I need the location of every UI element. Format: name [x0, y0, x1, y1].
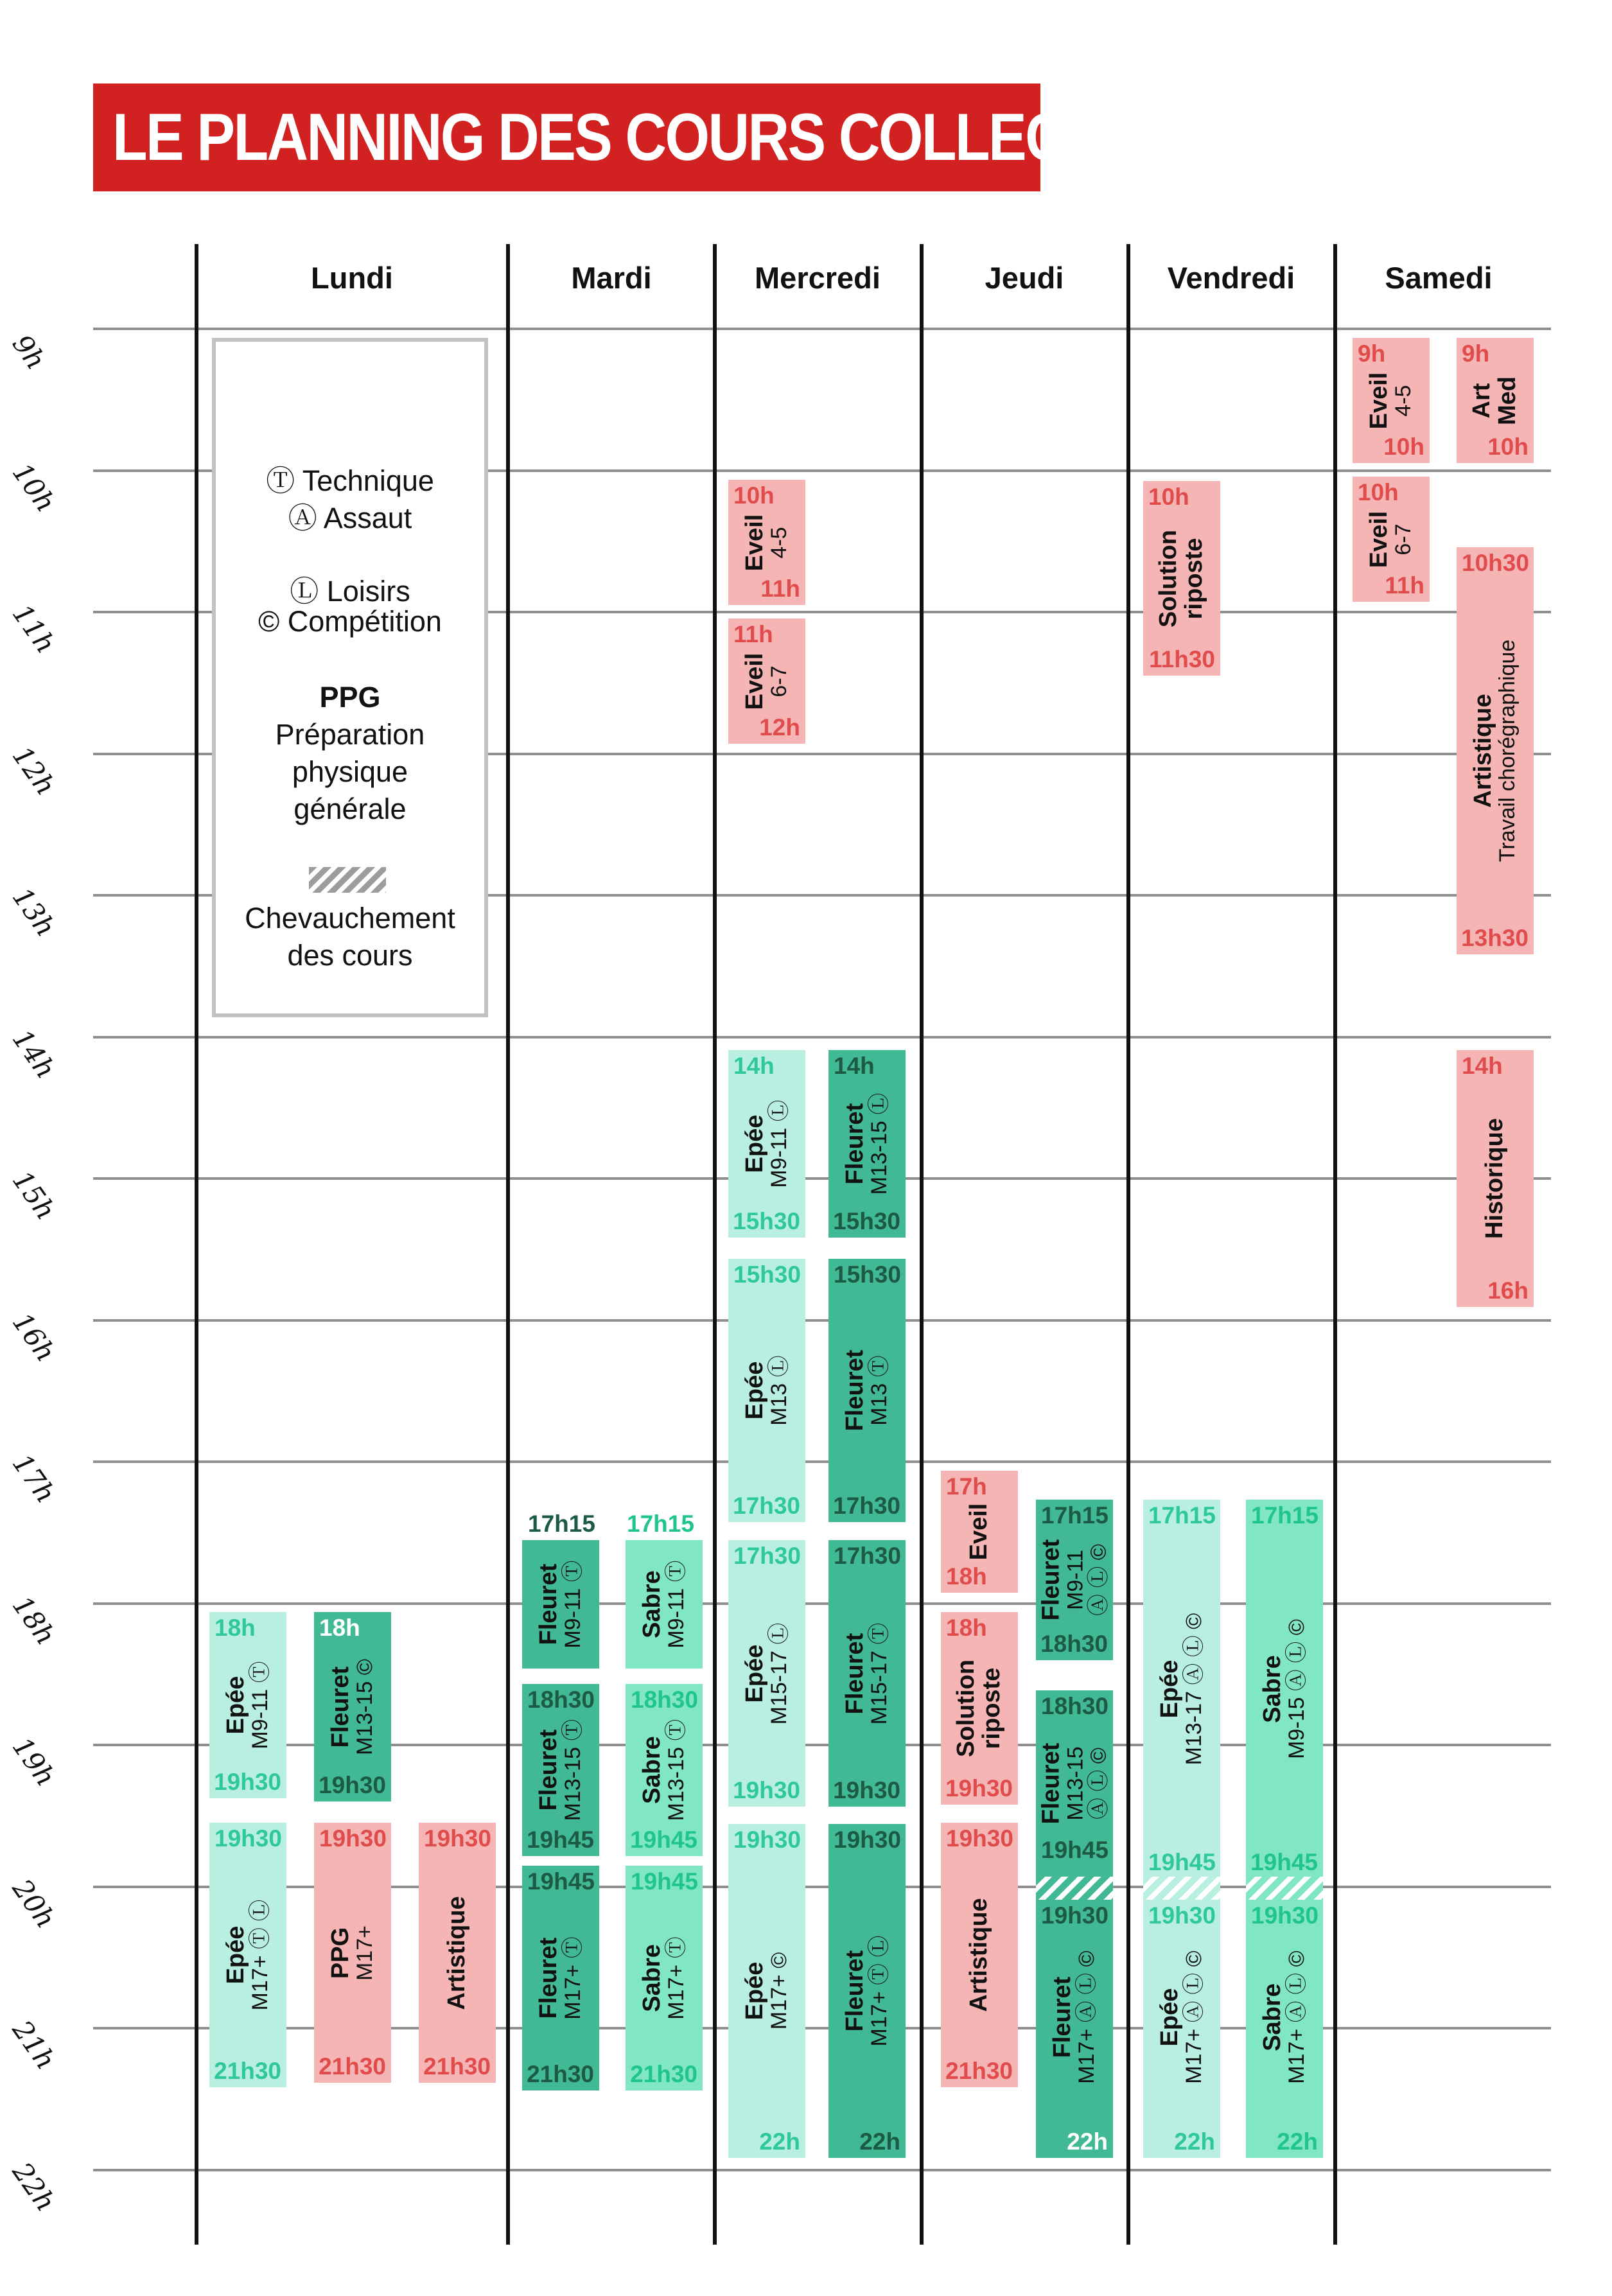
end-time: 21h30: [630, 2061, 697, 2087]
title-banner: [93, 83, 1183, 191]
start-time: 9h: [1358, 340, 1386, 367]
class-block-samedi-historique: [1457, 1050, 1534, 1307]
class-sub: 6-7: [767, 665, 792, 697]
end-time: 16h: [1487, 1277, 1529, 1304]
class-sub: M17+ Ⓣ: [561, 1936, 586, 2020]
start-time: 10h30: [1462, 550, 1529, 576]
class-block-vendredi-epee-m13: [1143, 1500, 1220, 1879]
end-time: 19h45: [1148, 1849, 1216, 1875]
class-sub: M9-15 Ⓐ Ⓛ ©: [1284, 1619, 1310, 1759]
start-time: 17h30: [834, 1543, 901, 1569]
hour-line: [93, 1460, 1551, 1463]
legend-competition: © Compétition: [258, 605, 442, 638]
class-block-mercredi-epee-m13: [728, 1259, 805, 1522]
class-block-jeudi-fleuret-m13: [1036, 1690, 1113, 1877]
class-block-mercredi-fleuret-m13: [828, 1259, 906, 1522]
hour-label: 18h: [6, 1590, 62, 1651]
class-name: Fleuret: [535, 1729, 563, 1811]
legend-overlap-swatch: [309, 867, 386, 893]
class-sub: M15-17 Ⓛ: [767, 1622, 792, 1724]
class-sub: M17+ Ⓐ Ⓛ ©: [1182, 1950, 1207, 2084]
start-time: 19h45: [527, 1868, 595, 1895]
class-sub: 6-7: [1391, 523, 1416, 556]
class-sub: M13-15: [1063, 1746, 1088, 1821]
class-name: Fleuret: [1037, 1539, 1065, 1621]
class-name: Sabre: [1259, 1983, 1286, 2051]
start-time: 18h: [319, 1615, 360, 1641]
class-name: Sabre: [638, 1736, 666, 1804]
class-block-jeudi-fleuret-m17: [1036, 1877, 1113, 2158]
end-time: 17h30: [733, 1493, 800, 1519]
end-time: 21h30: [527, 2061, 594, 2087]
class-name: Fleuret: [841, 1103, 869, 1185]
column-divider: [1126, 244, 1130, 2245]
end-time: 19h30: [319, 1772, 386, 1798]
start-time: 15h30: [733, 1261, 801, 1288]
class-sub: M17+ Ⓣ Ⓛ: [867, 1935, 892, 2047]
end-time: 18h30: [1040, 1631, 1108, 1657]
class-sub: M13-15 Ⓣ: [561, 1719, 586, 1821]
class-block-lundi-epee-m9: [209, 1612, 286, 1798]
class-name: Artistique: [965, 1898, 993, 2012]
class-sub: M17+ Ⓐ Ⓛ ©: [1074, 1950, 1099, 2084]
class-block-lundi-artistique: [419, 1823, 496, 2083]
class-name: Artistique: [1469, 694, 1497, 808]
start-time: 19h30: [733, 1827, 801, 1853]
class-name: Artistique: [443, 1895, 471, 2010]
class-block-mardi-sabre-m9: [626, 1540, 703, 1669]
class-sub: M17+ Ⓣ Ⓛ: [248, 1899, 273, 2011]
legend-box: [212, 338, 488, 1017]
start-time: 11h: [733, 621, 773, 647]
class-name: Eveil: [1365, 511, 1393, 568]
legend-loisirs: Ⓛ Loisirs: [290, 575, 410, 608]
end-time: 19h45: [1041, 1837, 1108, 1863]
class-name: Epée: [741, 1644, 769, 1703]
class-name: Epée: [1156, 1988, 1184, 2047]
class-name-line2: riposte: [978, 1667, 1005, 1749]
hour-label: 21h: [6, 2015, 62, 2076]
start-time: 19h30: [215, 1825, 282, 1852]
start-time: 17h30: [733, 1543, 801, 1569]
end-time: 12h: [759, 714, 800, 741]
class-name: Eveil: [741, 653, 769, 710]
end-time: 17h30: [833, 1493, 900, 1519]
hour-label: 16h: [6, 1307, 62, 1368]
end-time: 11h30: [1149, 646, 1215, 672]
class-name: Epée: [741, 1961, 769, 2020]
end-time: 10h: [1383, 434, 1424, 460]
end-time: 21h30: [214, 2058, 281, 2084]
class-block-mardi-fleuret-m17: [522, 1866, 599, 2090]
class-name: Fleuret: [1037, 1742, 1065, 1825]
class-sub-line2: Ⓐ Ⓛ ©: [1085, 1748, 1110, 1819]
end-time: 21h30: [319, 2053, 386, 2080]
class-name: Solution: [1155, 529, 1182, 627]
hour-label: 19h: [6, 1731, 62, 1792]
class-name: Historique: [1481, 1118, 1509, 1239]
hour-label: 15h: [6, 1165, 62, 1226]
class-sub: Travail chorégraphique: [1495, 639, 1520, 863]
start-time: 18h30: [631, 1687, 698, 1713]
class-sub: M13 Ⓣ: [867, 1355, 892, 1426]
start-time: 18h30: [1041, 1693, 1108, 1719]
start-time: 17h15: [1251, 1502, 1319, 1529]
column-divider: [195, 244, 198, 2245]
column-divider: [506, 244, 510, 2245]
class-name: Epée: [222, 1676, 250, 1735]
class-sub: M17+ Ⓐ Ⓛ ©: [1284, 1950, 1310, 2084]
class-block-vendredi-sabre-m17: [1246, 1877, 1323, 2158]
class-name: Sabre: [638, 1570, 666, 1638]
class-block-jeudi-eveil: [941, 1471, 1018, 1593]
start-time: 17h15: [1041, 1502, 1108, 1529]
start-time: 9h: [1462, 340, 1490, 367]
class-name: Sabre: [1259, 1655, 1286, 1723]
day-header-jeudi: Jeudi: [985, 261, 1064, 295]
class-name: Fleuret: [535, 1563, 563, 1645]
end-time: 22h: [759, 2128, 800, 2155]
class-block-lundi-epee-m17: [209, 1823, 286, 2087]
class-block-mercredi-fleuret-m15-17: [828, 1540, 906, 1807]
hour-line: [93, 2027, 1551, 2029]
legend-assaut: Ⓐ Assaut: [288, 502, 412, 534]
end-time: 11h: [1385, 572, 1424, 599]
class-sub: M9-11 Ⓣ: [248, 1661, 273, 1749]
overlap-hatch: [1246, 1877, 1323, 1900]
class-name: Eveil: [1365, 372, 1393, 429]
start-time: 19h30: [946, 1825, 1013, 1852]
end-time: 19h30: [833, 1777, 900, 1803]
class-name: Solution: [952, 1660, 980, 1757]
hour-label: 17h: [6, 1448, 62, 1509]
legend-ppg-line2: physique: [292, 755, 408, 788]
legend-ppg: PPG: [319, 681, 381, 714]
class-sub: M9-11: [1063, 1550, 1088, 1610]
class-block-mercredi-epee-m17: [728, 1824, 805, 2158]
class-block-lundi-fleuret-m13: [314, 1612, 391, 1801]
hour-label: 20h: [6, 1873, 62, 1934]
start-time: 19h30: [424, 1825, 491, 1852]
class-name: Eveil: [965, 1503, 993, 1561]
hour-label: 13h: [6, 882, 62, 943]
class-name: Sabre: [638, 1944, 666, 2012]
day-header-vendredi: Vendredi: [1167, 261, 1295, 295]
day-header-mercredi: Mercredi: [755, 261, 880, 295]
start-time: 17h15: [1148, 1502, 1216, 1529]
hour-label: 9h: [6, 329, 52, 376]
class-block-samedi-art-med: [1457, 338, 1534, 463]
class-name: Epée: [741, 1361, 769, 1420]
class-name: Epée: [741, 1114, 769, 1173]
class-sub: M13-15 ©: [353, 1658, 378, 1755]
class-block-vendredi-epee-m17: [1143, 1877, 1220, 2158]
end-time: 13h30: [1461, 925, 1529, 951]
class-sub: M17+: [353, 1925, 378, 1981]
class-block-lundi-ppg: [314, 1823, 391, 2083]
end-time: 19h30: [733, 1777, 800, 1803]
end-time: 19h30: [214, 1769, 281, 1795]
class-name: Epée: [222, 1925, 250, 1985]
class-block-samedi-eveil-67: [1353, 477, 1430, 602]
end-time: 21h30: [423, 2053, 491, 2080]
class-sub: 4-5: [1391, 384, 1416, 417]
class-name: Epée: [1156, 1660, 1184, 1719]
end-time: 21h30: [945, 2058, 1013, 2084]
hour-line: [93, 1319, 1551, 1322]
start-time: 17h15: [528, 1511, 595, 1537]
end-time: 18h: [946, 1563, 987, 1590]
hour-line: [93, 1602, 1551, 1605]
hour-line: [93, 1744, 1551, 1746]
end-time: 19h45: [630, 1827, 697, 1853]
start-time: 14h: [1462, 1053, 1503, 1079]
class-block-vendredi-sabre-m9: [1246, 1500, 1323, 1879]
class-name: Fleuret: [841, 1349, 869, 1432]
class-block-vendredi-solution-riposte: [1143, 481, 1220, 676]
day-header-mardi: Mardi: [571, 261, 652, 295]
start-time: 19h30: [1041, 1902, 1108, 1929]
class-block-jeudi-solution-riposte: [941, 1612, 1018, 1805]
end-time: 22h: [1067, 2128, 1108, 2155]
class-name: Fleuret: [1049, 1976, 1076, 2058]
end-time: 19h45: [1250, 1849, 1318, 1875]
start-time: 19h30: [1148, 1902, 1216, 1929]
hour-label: 22h: [6, 2157, 62, 2218]
start-time: 14h: [733, 1053, 775, 1079]
class-name-line2: riposte: [1180, 538, 1207, 619]
legend-overlap-line2: des cours: [287, 939, 413, 972]
start-time: 10h: [1148, 484, 1189, 510]
page-title: LE PLANNING DES COURS COLLECTIFS: [112, 100, 1183, 175]
overlap-hatch: [1036, 1877, 1113, 1900]
class-block-mercredi-fleuret-m17: [828, 1824, 906, 2158]
class-block-samedi-eveil-45: [1353, 338, 1430, 463]
class-name: Fleuret: [841, 1950, 869, 2032]
class-block-jeudi-artistique: [941, 1823, 1018, 2087]
overlap-hatch: [1143, 1877, 1220, 1900]
class-name: Fleuret: [535, 1937, 563, 2019]
class-sub: M17+ Ⓣ: [664, 1936, 689, 2020]
column-divider: [1333, 244, 1337, 2245]
start-time: 18h: [946, 1615, 987, 1641]
class-sub: M15-17 Ⓣ: [867, 1622, 892, 1724]
class-block-mardi-fleuret-m9: [522, 1540, 599, 1669]
hour-label: 10h: [6, 457, 62, 518]
class-sub: 4-5: [767, 526, 792, 559]
column-divider: [920, 244, 924, 2245]
start-time: 19h30: [319, 1825, 387, 1852]
start-time: 19h45: [631, 1868, 698, 1895]
end-time: 15h30: [833, 1208, 900, 1234]
legend-overlap-line1: Chevauchement: [245, 902, 455, 934]
hour-line: [93, 1036, 1551, 1038]
class-block-mercredi-eveil-45: [728, 480, 805, 605]
class-sub: M9-11 Ⓣ: [561, 1560, 586, 1649]
hour-line: [93, 1886, 1551, 1888]
hour-label: 14h: [6, 1024, 62, 1085]
end-time: 15h30: [733, 1208, 800, 1234]
hour-line: [93, 1177, 1551, 1180]
class-block-jeudi-fleuret-m9: [1036, 1500, 1113, 1660]
day-header-lundi: Lundi: [311, 261, 393, 295]
start-time: 17h15: [627, 1511, 694, 1537]
legend-technique: Ⓣ Technique: [266, 464, 434, 497]
day-header-samedi: Samedi: [1385, 261, 1493, 295]
start-time: 19h30: [834, 1827, 901, 1853]
end-time: 19h45: [527, 1827, 594, 1853]
class-block-mardi-sabre-m13: [626, 1684, 703, 1856]
end-time: 22h: [859, 2128, 900, 2155]
hour-label: 12h: [6, 741, 62, 802]
start-time: 19h30: [1251, 1902, 1319, 1929]
class-name: Fleuret: [841, 1633, 869, 1714]
class-block-mardi-fleuret-m13: [522, 1684, 599, 1856]
class-sub-line2: Ⓐ Ⓛ ©: [1085, 1544, 1110, 1616]
class-sub: M13-15 Ⓛ: [867, 1092, 892, 1195]
class-block-mercredi-eveil-67: [728, 618, 805, 744]
legend-ppg-line1: Préparation: [275, 718, 425, 751]
end-time: 11h: [760, 575, 800, 602]
class-block-mercredi-fleuret-m13-15: [828, 1050, 906, 1238]
start-time: 17h: [946, 1473, 987, 1500]
hour-line: [93, 2169, 1551, 2171]
start-time: 18h: [215, 1615, 256, 1641]
start-time: 14h: [834, 1053, 875, 1079]
class-block-samedi-artistique: [1457, 547, 1534, 954]
start-time: 10h: [733, 482, 775, 509]
end-time: 10h: [1487, 434, 1529, 460]
class-sub: M13-15 Ⓣ: [664, 1719, 689, 1821]
class-sub: M17+ ©: [767, 1952, 792, 2030]
class-block-mercredi-epee-m15-17: [728, 1540, 805, 1807]
class-sub: M13-17 Ⓐ Ⓛ ©: [1182, 1613, 1207, 1766]
legend-ppg-line3: générale: [293, 793, 407, 825]
start-time: 15h30: [834, 1261, 901, 1288]
start-time: 10h: [1358, 479, 1399, 505]
class-sub: M9-11 Ⓣ: [664, 1560, 689, 1649]
class-name: Art Med: [1468, 376, 1521, 425]
end-time: 19h30: [945, 1775, 1013, 1801]
hour-line: [93, 328, 1551, 330]
class-name: Fleuret: [327, 1666, 355, 1748]
column-divider: [713, 244, 717, 2245]
class-name: PPG: [327, 1927, 355, 1979]
end-time: 22h: [1174, 2128, 1215, 2155]
class-name: Eveil: [741, 514, 769, 571]
start-time: 18h30: [527, 1687, 595, 1713]
end-time: 22h: [1277, 2128, 1318, 2155]
class-block-mercredi-epee-m9: [728, 1050, 805, 1238]
class-block-mardi-sabre-m17: [626, 1866, 703, 2090]
hour-label: 11h: [6, 599, 62, 660]
class-sub: M13 Ⓛ: [767, 1355, 792, 1426]
class-sub: M9-11 Ⓛ: [767, 1100, 792, 1188]
